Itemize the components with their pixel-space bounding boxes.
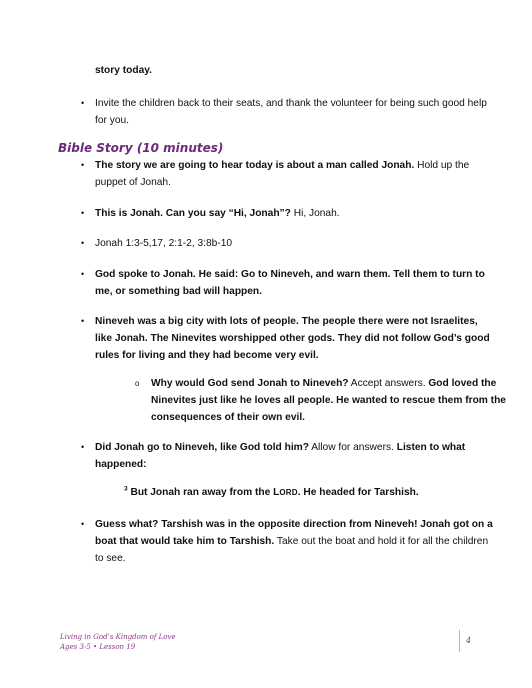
sub-bullet-marker: o <box>135 379 140 388</box>
story-bullet-6-line-2: happened: <box>95 459 147 470</box>
scripture-reference: Jonah 1:3-5,17, 2:1-2, 3:8b-10 <box>95 238 233 249</box>
page-number-divider <box>459 630 460 652</box>
page-number: 4 <box>466 636 472 645</box>
story-bullet-1-line-2: puppet of Jonah. <box>95 177 171 188</box>
bullet-marker: • <box>81 238 85 248</box>
section-heading: Bible Story (10 minutes) <box>58 141 224 155</box>
bullet-marker: • <box>81 269 85 279</box>
bullet-marker: • <box>81 160 85 170</box>
continued-text: story today. <box>95 65 152 76</box>
bullet-marker: • <box>81 519 85 529</box>
bullet-marker: • <box>81 316 85 326</box>
story-bullet-5-line-1: Nineveh was a big city with lots of people. The people there were not Israelites, <box>95 316 478 327</box>
sub-bullet-line-1: Why would God send Jonah to Nineveh? Accept answers. God loved the <box>151 378 497 389</box>
story-bullet-4-line-2: me, or something bad will happen. <box>95 286 262 297</box>
bullet-marker: • <box>81 442 85 452</box>
story-bullet-7-line-1: Guess what? Tarshish was in the opposite direction from Nineveh! Jonah got on a <box>95 519 493 530</box>
story-bullet-2: This is Jonah. Can you say “Hi, Jonah”? Hi, Jonah. <box>95 208 340 219</box>
bullet-marker: • <box>81 98 85 108</box>
scripture-verse: $^3$ But Jonah ran away from the LORD. He headed for Tarshish. <box>124 485 419 498</box>
story-bullet-1-line-1: The story we are going to hear today is about a man called Jonah. Hold up the <box>95 160 470 171</box>
footer-title: Living in God’s Kingdom of Love <box>60 633 176 641</box>
sub-bullet-line-3: consequences of their own evil. <box>151 412 305 423</box>
story-bullet-6-line-1: Did Jonah go to Nineveh, like God told him? Allow for answers. Listen to what <box>95 442 466 453</box>
invite-line-1: Invite the children back to their seats, and thank the volunteer for being such good help <box>95 98 487 109</box>
sub-bullet-line-2: Ninevites just like he loves all people. He wanted to rescue them from the <box>151 395 506 406</box>
invite-line-2: for you. <box>95 115 129 126</box>
bullet-marker: • <box>81 208 85 218</box>
story-bullet-5-line-3: rules for living and they had become very evil. <box>95 350 319 361</box>
story-bullet-5-line-2: like Jonah. The Ninevites worshipped other gods. They did not follow God’s good <box>95 333 490 344</box>
story-bullet-4-line-1: God spoke to Jonah. He said: Go to Nineveh, and warn them. Tell them to turn to <box>95 269 485 280</box>
story-bullet-7-line-2: boat that would take him to Tarshish. Take out the boat and hold it for all the children <box>95 536 489 547</box>
story-bullet-7-line-3: to see. <box>95 553 126 564</box>
footer-subtitle: Ages 3-5 • Lesson 19 <box>60 643 136 651</box>
